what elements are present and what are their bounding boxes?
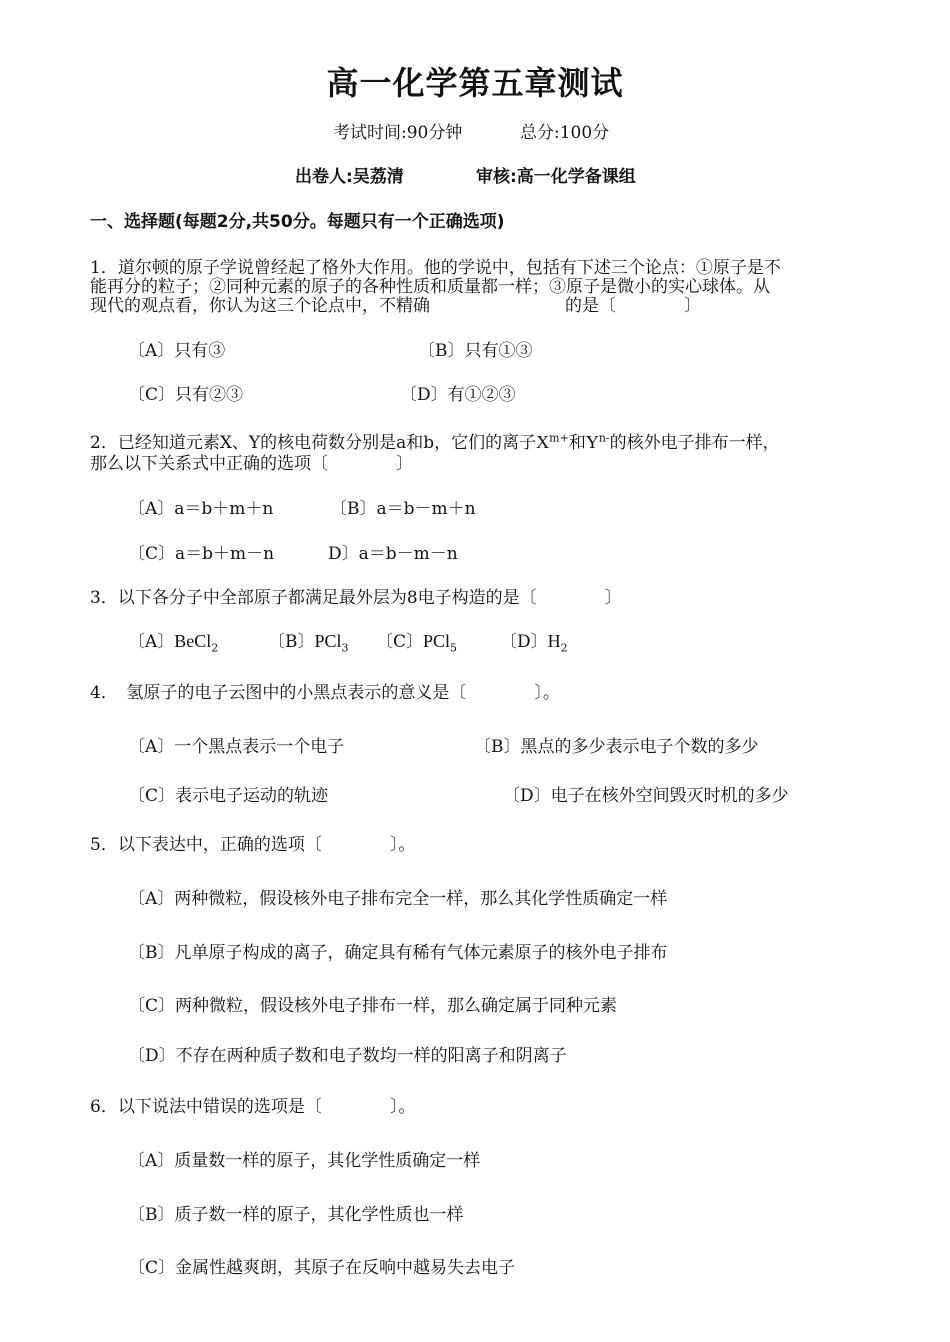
- total-score: 总分:100分: [520, 123, 610, 143]
- q3-d-formula: H: [547, 631, 561, 651]
- q3-b-label: 〔B〕: [268, 632, 315, 652]
- q3-option-b: [268, 627, 349, 654]
- section-heading: 一、选择题(每题2分,共50分。每题只有一个正确选项): [90, 212, 505, 232]
- q3-d-label: 〔D〕: [500, 632, 548, 652]
- page-title: 高一化学第五章测试: [326, 64, 624, 102]
- q3-d-sub: 2: [560, 641, 568, 655]
- q3-c-label: 〔C〕: [376, 632, 424, 652]
- q3-c-sub: 5: [450, 641, 458, 655]
- q6-option-b: 〔B〕质子数一样的原子，其化学性质也一样: [128, 1205, 464, 1225]
- q2-option-b: 〔B〕a＝b－m＋n: [330, 499, 476, 519]
- q3-a-label: 〔A〕: [128, 632, 175, 652]
- q4-option-d: 〔D〕电子在核外空间毁灭时机的多少: [503, 786, 789, 806]
- reviewer: 审核:高一化学备课组: [476, 167, 636, 187]
- q4-option-a: 〔A〕一个黑点表示一个电子: [128, 737, 345, 757]
- q1-line3a: 现代的观点看，你认为这三个论点中，不精确: [90, 296, 430, 316]
- ion-y-charge: n-: [598, 431, 610, 445]
- q1-line3b: 的是〔 〕: [565, 296, 701, 316]
- q1-option-b: 〔B〕只有①③: [418, 341, 533, 361]
- q5-text: 5．以下表达中，正确的选项〔 〕。: [90, 835, 416, 855]
- ion-x-charge: m+: [549, 431, 569, 445]
- q5-option-d: 〔D〕不存在两种质子数和电子数均一样的阳离子和阴离子: [128, 1046, 567, 1066]
- q3-option-a: [128, 627, 218, 654]
- q3-a-sub: 2: [211, 641, 219, 655]
- q3-text: 3．以下各分子中全部原子都满足最外层为8电子构造的是〔 〕: [90, 588, 622, 608]
- q4-option-c: 〔C〕表示电子运动的轨迹: [128, 786, 329, 806]
- q2-pre: 2．已经知道元素X、Y的核电荷数分别是a和b，它们的离子: [90, 433, 537, 453]
- q1-option-a: 〔A〕只有③: [128, 341, 226, 361]
- ion-x: X: [536, 432, 550, 452]
- exam-time: 考试时间:90分钟: [333, 123, 463, 143]
- q1-option-d: 〔D〕有①②③: [400, 385, 516, 405]
- q3-b-formula: PCl: [314, 631, 342, 651]
- q2-post: 的核外电子排布一样，: [609, 433, 780, 453]
- q6-option-a: 〔A〕质量数一样的原子，其化学性质确定一样: [128, 1151, 481, 1171]
- ion-y: Y: [585, 432, 599, 452]
- q3-option-d: [500, 627, 568, 654]
- q2-line2: 那么以下关系式中正确的选项〔 〕: [90, 454, 413, 474]
- q2-option-a: 〔A〕a＝b＋m＋n: [128, 499, 274, 519]
- q1-line2: 能再分的粒子；②同种元素的原子的各种性质和质量都一样；③原子是微小的实心球体。从: [90, 277, 770, 297]
- q2-option-c: 〔C〕a＝b＋m－n: [128, 544, 275, 564]
- q3-a-formula: BeCl: [174, 631, 212, 651]
- q5-option-a: 〔A〕两种微粒，假设核外电子排布完全一样，那么其化学性质确定一样: [128, 889, 668, 909]
- q3-option-c: [376, 627, 457, 654]
- q1-line1: 1．道尔顿的原子学说曾经起了格外大作用。他的学说中，包括有下述三个论点：①原子是不: [90, 258, 781, 278]
- q5-option-b: 〔B〕凡单原子构成的离子，确定具有稀有气体元素原子的核外电子排布: [128, 943, 668, 963]
- q2-mid: 和: [568, 433, 586, 453]
- q4-text: 4． 氢原子的电子云图中的小黑点表示的意义是〔 〕。: [90, 683, 560, 703]
- author: 出卷人:吴荔清: [295, 167, 404, 187]
- q6-option-c: 〔C〕金属性越爽朗，其原子在反响中越易失去电子: [128, 1258, 516, 1278]
- q3-b-sub: 3: [341, 641, 349, 655]
- q4-option-b: 〔B〕黑点的多少表示电子个数的多少: [474, 737, 759, 757]
- q2-option-d: D〕a＝b－m－n: [328, 544, 458, 564]
- q3-c-formula: PCl: [423, 631, 451, 651]
- q6-text: 6．以下说法中错误的选项是〔 〕。: [90, 1097, 416, 1117]
- q5-option-c: 〔C〕两种微粒，假设核外电子排布一样，那么确定属于同种元素: [128, 996, 618, 1016]
- q1-option-c: 〔C〕只有②③: [128, 385, 244, 405]
